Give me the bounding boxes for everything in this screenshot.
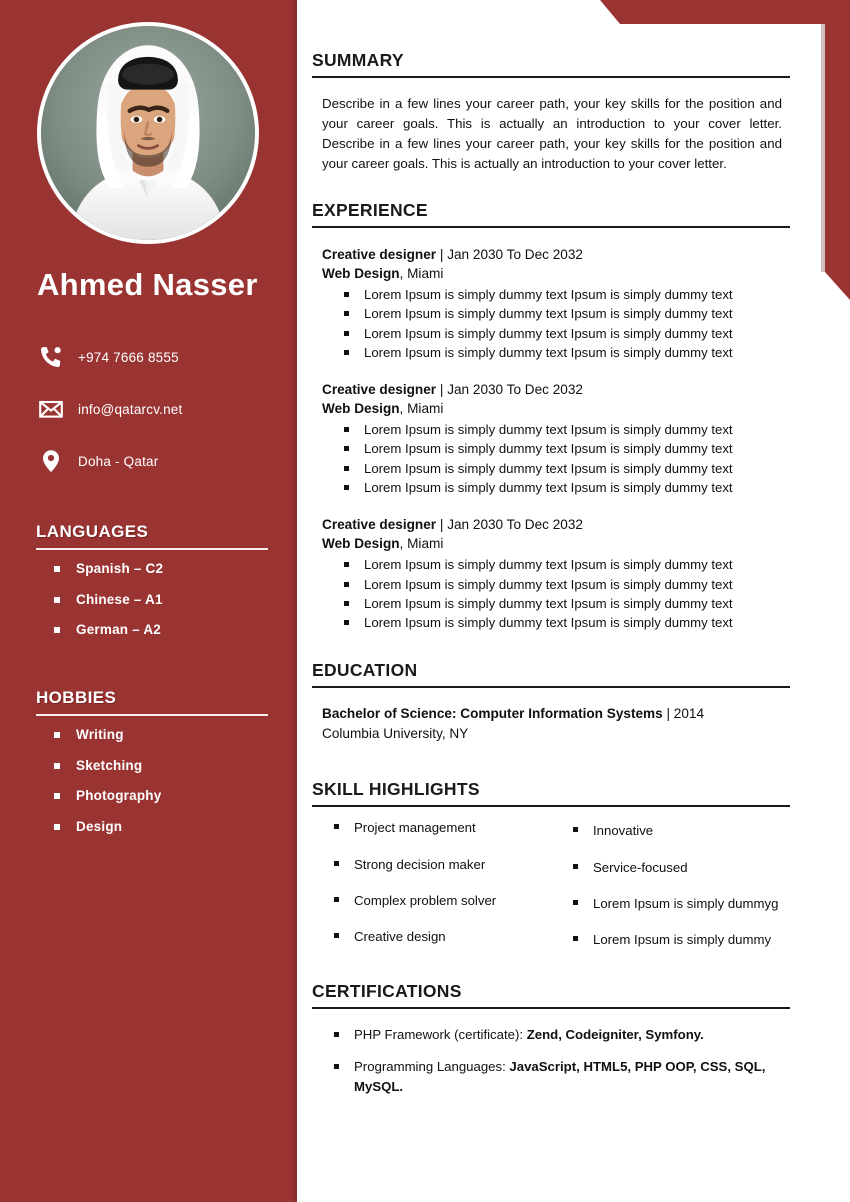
job-company: Web Design: [322, 400, 400, 416]
list-item: Complex problem solver: [334, 894, 551, 907]
page-title: Ahmed Nasser: [37, 267, 258, 302]
contact-email[interactable]: [36, 392, 286, 426]
main-content: [297, 0, 850, 1202]
contact-list: [36, 340, 286, 496]
job-bullets: [322, 285, 790, 362]
skills-list-left: [312, 821, 551, 943]
job-company: Web Design: [322, 535, 400, 551]
list-item: Lorem Ipsum is simply dummy: [573, 933, 790, 946]
section-skills: [312, 779, 790, 969]
certification-label: PHP Framework (certificate):: [354, 1027, 527, 1043]
skills-list-right: [551, 824, 790, 946]
skills-rule: [312, 805, 790, 807]
section-certifications: [312, 981, 790, 1096]
ribbon-shadow: [821, 24, 825, 272]
certifications-heading: CERTIFICATIONS: [312, 981, 462, 1002]
sidebar: [0, 0, 297, 1202]
certification-value: JavaScript, HTML5, PHP OOP, CSS, SQL, MySQL.: [354, 1058, 766, 1094]
education-heading: EDUCATION: [312, 659, 418, 680]
envelope-icon: [36, 394, 66, 424]
list-item: Lorem Ipsum is simply dummyg: [573, 897, 790, 910]
job-dates: Jan 2030 To Dec 2032: [447, 516, 583, 532]
list-item: Lorem Ipsum is simply dummy text Ipsum is simply dummy text: [344, 478, 790, 497]
job-role: Creative designer: [322, 516, 437, 532]
list-item: Strong decision maker: [334, 858, 551, 871]
location-value: Doha - Qatar: [78, 453, 159, 469]
contact-location[interactable]: [36, 444, 286, 478]
job-separator: |: [436, 246, 448, 262]
list-item: Photography: [54, 789, 268, 803]
certifications-list: [312, 1025, 790, 1096]
job-role: Creative designer: [322, 246, 437, 262]
avatar: [37, 22, 259, 244]
hobbies-rule: [36, 714, 268, 716]
list-item: Design: [54, 820, 268, 834]
sidebar-section-hobbies: [36, 688, 268, 850]
list-item: Writing: [54, 728, 268, 742]
summary-text: Describe in a few lines your career path, your key skills for the position and your career goals. This is actually an introduction to your cover letter. Describe in a few lines your career path, your key skills for the position and your career goals. This is actually an introduction to your cover letter.: [322, 96, 782, 171]
job-title-line: [322, 246, 790, 265]
job-bullets: [322, 420, 790, 497]
experience-entry: [322, 381, 790, 497]
phone-icon: [36, 342, 66, 372]
job-title-line: [322, 516, 790, 535]
experience-entry: [322, 246, 790, 362]
ribbon-right-band: [825, 0, 850, 300]
sidebar-section-languages: [36, 522, 268, 654]
list-item: Lorem Ipsum is simply dummy text Ipsum is simply dummy text: [344, 324, 790, 343]
list-item: Lorem Ipsum is simply dummy text Ipsum is simply dummy text: [344, 420, 790, 439]
section-experience: [312, 200, 790, 632]
sidebar-edge-shadow: [293, 0, 297, 1202]
skills-heading: SKILL HIGHLIGHTS: [312, 779, 480, 800]
list-item: German – A2: [54, 623, 268, 637]
contact-phone[interactable]: [36, 340, 286, 374]
education-degree-line: [322, 704, 790, 724]
list-item: Lorem Ipsum is simply dummy text Ipsum is simply dummy text: [344, 459, 790, 478]
job-company-line: [322, 535, 790, 554]
education-year: 2014: [673, 705, 705, 721]
list-item: Project management: [334, 821, 551, 834]
job-separator: |: [436, 381, 448, 397]
list-item: Chinese – A1: [54, 593, 268, 607]
section-education: [312, 660, 790, 743]
certification-value: Zend, Codeigniter, Symfony.: [526, 1027, 704, 1043]
languages-rule: [36, 548, 268, 550]
list-item: Lorem Ipsum is simply dummy text Ipsum is simply dummy text: [344, 555, 790, 574]
hobbies-list: [36, 728, 268, 833]
list-item: Service-focused: [573, 861, 790, 874]
list-item: Creative design: [334, 930, 551, 943]
ribbon-top-band: [600, 0, 850, 24]
list-item: Lorem Ipsum is simply dummy text Ipsum is simply dummy text: [344, 575, 790, 594]
job-location: , Miami: [399, 265, 444, 281]
job-bullets: [322, 555, 790, 632]
list-item: Lorem Ipsum is simply dummy text Ipsum is simply dummy text: [344, 439, 790, 458]
experience-entry: [322, 516, 790, 632]
skills-column-left: [312, 821, 551, 969]
list-item: Lorem Ipsum is simply dummy text Ipsum is simply dummy text: [344, 594, 790, 613]
certifications-rule: [312, 1007, 790, 1009]
map-pin-icon: [36, 446, 66, 476]
experience-rule: [312, 226, 790, 228]
profile-photo-icon: [41, 26, 255, 240]
education-entry: [322, 704, 790, 743]
job-location: , Miami: [399, 535, 444, 551]
job-company-line: [322, 400, 790, 419]
education-school: Columbia University, NY: [322, 725, 469, 741]
job-location: , Miami: [399, 400, 444, 416]
job-separator: |: [436, 516, 448, 532]
job-company: Web Design: [322, 265, 400, 281]
job-company-line: [322, 265, 790, 284]
education-rule: [312, 686, 790, 688]
list-item: Sketching: [54, 759, 268, 773]
job-role: Creative designer: [322, 381, 437, 397]
hobbies-heading: HOBBIES: [36, 688, 117, 707]
list-item: Lorem Ipsum is simply dummy text Ipsum is simply dummy text: [344, 343, 790, 362]
list-item: Innovative: [573, 824, 790, 837]
list-item: Spanish – C2: [54, 562, 268, 576]
skills-columns: [312, 821, 790, 969]
list-item: [334, 1025, 790, 1045]
phone-value: +974 7666 8555: [78, 349, 179, 365]
job-title-line: [322, 381, 790, 400]
list-item: Lorem Ipsum is simply dummy text Ipsum is simply dummy text: [344, 304, 790, 323]
list-item: Lorem Ipsum is simply dummy text Ipsum is simply dummy text: [344, 613, 790, 632]
experience-heading: EXPERIENCE: [312, 199, 428, 220]
certification-label: Programming Languages:: [354, 1058, 510, 1074]
summary-rule: [312, 76, 790, 78]
skills-column-right: [551, 821, 790, 969]
summary-heading: SUMMARY: [312, 50, 404, 70]
languages-list: [36, 562, 268, 637]
languages-heading: LANGUAGES: [36, 522, 149, 541]
list-item: [334, 1057, 790, 1097]
job-dates: Jan 2030 To Dec 2032: [447, 381, 583, 397]
education-separator: |: [662, 705, 674, 721]
list-item: Lorem Ipsum is simply dummy text Ipsum is simply dummy text: [344, 285, 790, 304]
section-summary: [312, 50, 790, 174]
job-dates: Jan 2030 To Dec 2032: [447, 246, 583, 262]
education-degree: Bachelor of Science: Computer Information Systems: [322, 705, 663, 721]
email-value: info@qatarcv.net: [78, 401, 183, 417]
